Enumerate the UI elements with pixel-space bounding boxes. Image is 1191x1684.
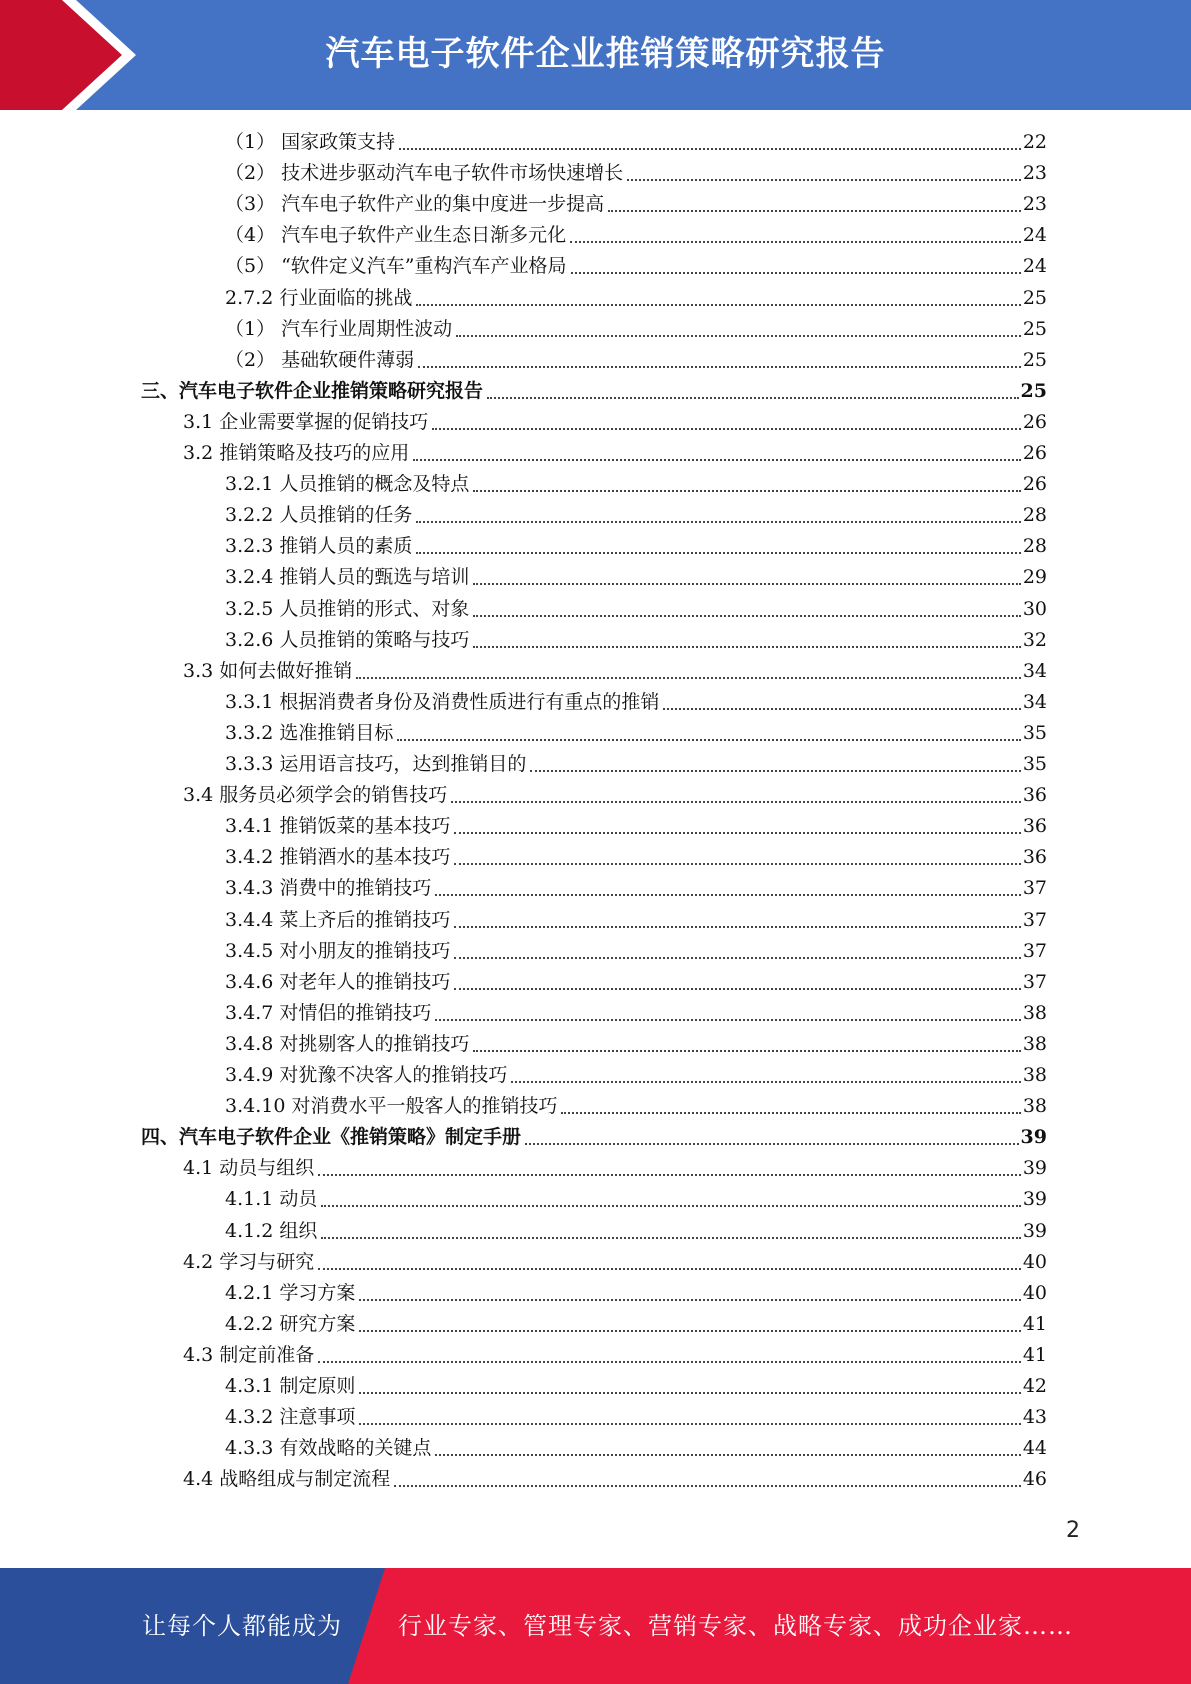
toc-entry-label: 三、汽车电子软件企业推销策略研究报告 [141, 380, 484, 402]
toc-entry-title [141, 376, 483, 407]
toc-entry-page: 32 [1022, 629, 1047, 651]
toc-entry-page: 34 [1022, 691, 1047, 713]
toc-entry-title [225, 873, 431, 904]
toc-dot-leader [318, 1267, 1021, 1270]
toc-entry-page: 30 [1022, 598, 1047, 620]
toc-entry-number: 3.1 [183, 411, 214, 433]
toc-dot-leader [359, 1298, 1020, 1301]
toc-entry[interactable] [225, 127, 1047, 158]
toc-dot-leader [570, 240, 1021, 243]
toc-entry-number: 3.4.9 [225, 1064, 274, 1086]
toc-entry-page: 38 [1022, 1002, 1047, 1024]
toc-dot-leader [627, 178, 1021, 181]
toc-entry-number: 4.2.2 [225, 1313, 274, 1335]
page-footer [0, 1568, 1191, 1684]
toc-dot-leader [318, 1173, 1021, 1176]
toc-entry-label: 推销人员的素质 [279, 535, 413, 557]
toc-entry-label: 推销策略及技巧的应用 [219, 442, 410, 464]
toc-entry-number: 3.2.2 [225, 504, 274, 526]
toc-entry-title [225, 811, 450, 842]
toc-dot-leader [525, 1142, 1019, 1145]
toc-entry-title [225, 1060, 507, 1091]
toc-entry-page: 25 [1020, 380, 1047, 402]
toc-entry-page: 22 [1022, 131, 1047, 153]
toc-entry-title [225, 936, 450, 967]
toc-entry-title [225, 1371, 355, 1402]
toc-entry-title [183, 1247, 314, 1278]
toc-entry-number: 3.3.3 [225, 753, 274, 775]
toc-dot-leader [454, 862, 1020, 865]
toc-dot-leader [663, 707, 1020, 710]
toc-entry-label: 技术进步驱动汽车电子软件市场快速增长 [281, 162, 624, 184]
toc-entry-label: 人员推销的概念及特点 [279, 473, 470, 495]
toc-entry-label: 汽车电子软件产业的集中度进一步提高 [281, 193, 605, 215]
toc-entry-page: 40 [1022, 1251, 1047, 1273]
toc-entry-number: 3.2 [183, 442, 214, 464]
toc-entry-title [225, 531, 412, 562]
toc-entry-number: 3.4.7 [225, 1002, 274, 1024]
toc-entry-number: 3.3.2 [225, 722, 274, 744]
toc-entry-number: （3） [225, 193, 276, 215]
toc-entry-label: 学习与研究 [219, 1251, 315, 1273]
toc-entry-page: 23 [1022, 193, 1047, 215]
toc-entry-label: 运用语言技巧，达到推销目的 [279, 753, 527, 775]
toc-dot-leader [487, 396, 1019, 399]
toc-entry-number: 4.4 [183, 1468, 214, 1490]
toc-entry-label: 对消费水平一般客人的推销技巧 [291, 1095, 558, 1117]
toc-entry[interactable] [183, 656, 1047, 687]
toc-entry-page: 28 [1022, 535, 1047, 557]
toc-entry-number: 4.3 [183, 1344, 214, 1366]
footer-slogan-right: 行业专家、管理专家、营销专家、战略专家、成功企业家…… [398, 1612, 1073, 1640]
toc-entry[interactable] [225, 562, 1047, 593]
toc-entry[interactable] [141, 1122, 1047, 1153]
toc-entry-page: 26 [1022, 411, 1047, 433]
toc-entry-page: 41 [1022, 1313, 1047, 1335]
toc-entry-title [183, 780, 447, 811]
toc-entry-page: 39 [1022, 1188, 1047, 1210]
toc-entry[interactable] [141, 376, 1047, 407]
toc-entry-number: 3.4.8 [225, 1033, 274, 1055]
toc-entry[interactable] [225, 189, 1047, 220]
toc-entry[interactable] [225, 220, 1047, 251]
toc-entry-page: 36 [1022, 784, 1047, 806]
toc-entry-title [225, 1402, 355, 1433]
toc-dot-leader [321, 1204, 1020, 1207]
toc-entry-label: 国家政策支持 [281, 131, 396, 153]
toc-entry-label: 动员与组织 [219, 1157, 315, 1179]
toc-entry-page: 38 [1022, 1064, 1047, 1086]
page-header [0, 0, 1191, 110]
toc-entry-page: 24 [1022, 224, 1047, 246]
toc-entry-page: 25 [1022, 318, 1047, 340]
toc-dot-leader [416, 303, 1020, 306]
toc-entry-label: 研究方案 [279, 1313, 356, 1335]
toc-entry-title [225, 314, 452, 345]
toc-entry-label: 菜上齐后的推销技巧 [279, 909, 451, 931]
toc-entry-number: 4.1.1 [225, 1188, 274, 1210]
toc-entry-number: 3.2.3 [225, 535, 274, 557]
toc-dot-leader [416, 520, 1020, 523]
toc-entry-label: 组织 [279, 1220, 318, 1242]
toc-entry[interactable] [225, 811, 1047, 842]
toc-entry-page: 29 [1022, 566, 1047, 588]
toc-entry-label: 行业面临的挑战 [279, 287, 413, 309]
toc-dot-leader [359, 1329, 1020, 1332]
toc-entry-page: 41 [1022, 1344, 1047, 1366]
toc-entry-title [183, 407, 428, 438]
toc-entry-page: 25 [1022, 287, 1047, 309]
toc-entry-number: 3.3.1 [225, 691, 274, 713]
toc-entry-label: 战略组成与制定流程 [219, 1468, 391, 1490]
toc-entry[interactable] [225, 1060, 1047, 1091]
toc-entry-label: 服务员必须学会的销售技巧 [219, 784, 448, 806]
toc-dot-leader [321, 1236, 1020, 1239]
toc-entry-number: 3.4.3 [225, 877, 274, 899]
toc-entry-number: （4） [225, 224, 276, 246]
toc-entry-title [225, 594, 469, 625]
toc-entry[interactable] [225, 873, 1047, 904]
toc-entry-title [225, 127, 395, 158]
toc-entry-label: 对犹豫不决客人的推销技巧 [279, 1064, 508, 1086]
toc-entry[interactable] [225, 1216, 1047, 1247]
toc-entry-page: 24 [1022, 255, 1047, 277]
toc-entry-title [225, 220, 566, 251]
toc-entry[interactable] [183, 1247, 1047, 1278]
toc-entry-number: 3.2.1 [225, 473, 274, 495]
toc-dot-leader [454, 956, 1020, 959]
toc-entry-label: 对情侣的推销技巧 [279, 1002, 432, 1024]
toc-entry-page: 37 [1022, 909, 1047, 931]
toc-entry-label: 消费中的推销技巧 [279, 877, 432, 899]
toc-entry[interactable] [225, 283, 1047, 314]
toc-dot-leader [435, 893, 1020, 896]
toc-entry-title [225, 1278, 355, 1309]
toc-entry-page: 34 [1022, 660, 1047, 682]
toc-dot-leader [530, 769, 1020, 772]
toc-dot-leader [318, 1360, 1021, 1363]
toc-dot-leader [473, 582, 1020, 585]
toc-entry-number: 4.2 [183, 1251, 214, 1273]
toc-entry-title [225, 718, 393, 749]
toc-entry[interactable] [225, 531, 1047, 562]
toc-entry[interactable] [183, 1464, 1047, 1495]
toc-entry-title [225, 1433, 431, 1464]
toc-entry-number: 3.3 [183, 660, 214, 682]
toc-entry-label: 推销人员的甄选与培训 [279, 566, 470, 588]
toc-entry-number: （5） [225, 255, 276, 277]
toc-entry-title [225, 283, 412, 314]
toc-entry-page: 40 [1022, 1282, 1047, 1304]
toc-entry-number: 4.3.2 [225, 1406, 274, 1428]
toc-entry-title [225, 345, 414, 376]
page-title: 汽车电子软件企业推销策略研究报告 [325, 34, 886, 74]
toc-entry-page: 38 [1022, 1095, 1047, 1117]
toc-entry[interactable] [225, 718, 1047, 749]
toc-entry[interactable] [225, 905, 1047, 936]
toc-entry[interactable] [225, 749, 1047, 780]
toc-entry-title [225, 1309, 355, 1340]
toc-dot-leader [473, 1049, 1020, 1052]
toc-entry-page: 37 [1022, 971, 1047, 993]
toc-dot-leader [418, 365, 1021, 368]
toc-entry-title [225, 1029, 469, 1060]
toc-entry-number: 3.4.6 [225, 971, 274, 993]
toc-dot-leader [454, 831, 1020, 834]
toc-entry-page: 35 [1022, 753, 1047, 775]
toc-dot-leader [435, 1018, 1020, 1021]
toc-entry-number: 3.4.4 [225, 909, 274, 931]
toc-entry-label: 学习方案 [279, 1282, 356, 1304]
toc-entry[interactable] [225, 158, 1047, 189]
toc-entry[interactable] [225, 314, 1047, 345]
toc-entry-label: 企业需要掌握的促销技巧 [219, 411, 429, 433]
toc-entry-number: 4.3.3 [225, 1437, 274, 1459]
toc-entry-number: （1） [225, 131, 276, 153]
toc-entry-number: 3.4.1 [225, 815, 274, 837]
toc-entry-number: 4.3.1 [225, 1375, 274, 1397]
toc-entry-title [225, 687, 659, 718]
toc-entry[interactable] [225, 251, 1047, 282]
toc-entry-title [225, 158, 623, 189]
toc-entry[interactable] [225, 1433, 1047, 1464]
toc-entry-label: 推销饭菜的基本技巧 [279, 815, 451, 837]
toc-entry-page: 44 [1022, 1437, 1047, 1459]
toc-dot-leader [511, 1080, 1020, 1083]
toc-entry-title [225, 500, 412, 531]
toc-entry-label: 人员推销的任务 [279, 504, 413, 526]
toc-dot-leader [399, 147, 1021, 150]
toc-entry-title [225, 251, 567, 282]
toc-entry-label: 如何去做好推销 [219, 660, 353, 682]
toc-entry-label: 有效战略的关键点 [279, 1437, 432, 1459]
toc-dot-leader [454, 987, 1020, 990]
toc-entry-page: 46 [1022, 1468, 1047, 1490]
toc-dot-leader [359, 1422, 1020, 1425]
toc-entry[interactable] [225, 1184, 1047, 1215]
toc-entry[interactable] [225, 1091, 1047, 1122]
page-number: 2 [1066, 1518, 1080, 1543]
toc-entry-number: 3.2.6 [225, 629, 274, 651]
toc-entry-title [225, 1184, 317, 1215]
toc-entry[interactable] [225, 687, 1047, 718]
toc-dot-leader [356, 676, 1021, 679]
toc-entry-number: 2.7.2 [225, 287, 274, 309]
toc-entry-number: 3.4.10 [225, 1095, 286, 1117]
toc-entry-page: 43 [1022, 1406, 1047, 1428]
toc-dot-leader [608, 209, 1021, 212]
toc-entry-page: 26 [1022, 473, 1047, 495]
toc-entry[interactable] [225, 967, 1047, 998]
toc-entry-page: 39 [1022, 1220, 1047, 1242]
toc-entry-number: （2） [225, 349, 276, 371]
toc-entry-label: 汽车行业周期性波动 [281, 318, 453, 340]
toc-entry-page: 42 [1022, 1375, 1047, 1397]
toc-entry[interactable] [225, 345, 1047, 376]
toc-entry[interactable] [225, 1402, 1047, 1433]
toc-entry-label: 选准推销目标 [279, 722, 394, 744]
toc-entry[interactable] [225, 1309, 1047, 1340]
toc-entry[interactable] [225, 842, 1047, 873]
toc-dot-leader [435, 1453, 1020, 1456]
toc-dot-leader [473, 614, 1020, 617]
toc-entry[interactable] [183, 407, 1047, 438]
toc-entry[interactable] [225, 625, 1047, 656]
toc-entry-number: （1） [225, 318, 276, 340]
toc-entry-page: 36 [1022, 846, 1047, 868]
toc-dot-leader [454, 925, 1020, 928]
toc-entry-label: 动员 [279, 1188, 318, 1210]
toc-entry-page: 39 [1022, 1157, 1047, 1179]
toc-entry-page: 26 [1022, 442, 1047, 464]
toc-entry-title [225, 1091, 557, 1122]
toc-entry-number: 3.2.4 [225, 566, 274, 588]
toc-entry-page: 36 [1022, 815, 1047, 837]
toc-entry-title [225, 842, 450, 873]
toc-entry-title [225, 625, 469, 656]
toc-dot-leader [561, 1111, 1020, 1114]
toc-entry[interactable] [183, 780, 1047, 811]
toc-entry-number: （2） [225, 162, 276, 184]
toc-dot-leader [413, 458, 1021, 461]
toc-entry-label: 推销酒水的基本技巧 [279, 846, 451, 868]
toc-entry-title [225, 749, 526, 780]
footer-slogan-left: 让每个人都能成为 [142, 1612, 342, 1640]
toc-entry-title [141, 1122, 521, 1153]
toc-entry-label: 四、汽车电子软件企业《推销策略》制定手册 [141, 1126, 522, 1148]
toc-entry[interactable] [225, 1278, 1047, 1309]
toc-entry-page: 39 [1020, 1126, 1047, 1148]
toc-entry-page: 28 [1022, 504, 1047, 526]
toc-entry-title [225, 998, 431, 1029]
toc-entry[interactable] [225, 594, 1047, 625]
toc-entry-label: 人员推销的形式、对象 [279, 598, 470, 620]
toc-dot-leader [416, 551, 1020, 554]
toc-entry-title [183, 1464, 390, 1495]
toc-entry-number: 3.2.5 [225, 598, 274, 620]
toc-dot-leader [397, 738, 1020, 741]
toc-entry-label: 基础软硬件薄弱 [281, 349, 415, 371]
toc-entry[interactable] [225, 500, 1047, 531]
toc-entry-title [183, 438, 409, 469]
toc-entry-page: 38 [1022, 1033, 1047, 1055]
toc-entry-title [225, 469, 469, 500]
toc-dot-leader [394, 1484, 1021, 1487]
toc-entry-title [225, 905, 450, 936]
toc-entry[interactable] [225, 936, 1047, 967]
toc-entry-label: 根据消费者身份及消费性质进行有重点的推销 [279, 691, 660, 713]
toc-entry-page: 25 [1022, 349, 1047, 371]
toc-entry-page: 35 [1022, 722, 1047, 744]
toc-entry-label: “软件定义汽车”重构汽车产业格局 [281, 255, 567, 277]
toc-dot-leader [473, 489, 1020, 492]
toc-entry-title [183, 1340, 314, 1371]
toc-entry[interactable] [183, 438, 1047, 469]
toc-dot-leader [473, 645, 1020, 648]
toc-entry-number: 3.4.2 [225, 846, 274, 868]
toc-entry-label: 对小朋友的推销技巧 [279, 940, 451, 962]
toc-dot-leader [359, 1391, 1020, 1394]
toc-entry-title [183, 656, 352, 687]
toc-entry-label: 制定前准备 [219, 1344, 315, 1366]
toc-dot-leader [432, 427, 1021, 430]
toc-entry-label: 制定原则 [279, 1375, 356, 1397]
toc-entry[interactable] [225, 469, 1047, 500]
toc-entry[interactable] [225, 998, 1047, 1029]
toc-entry[interactable] [225, 1029, 1047, 1060]
toc-entry-title [225, 189, 604, 220]
toc-dot-leader [451, 800, 1021, 803]
toc-entry-title [225, 1216, 317, 1247]
toc-entry-title [225, 967, 450, 998]
toc-entry-label: 对挑剔客人的推销技巧 [279, 1033, 470, 1055]
toc-entry-page: 37 [1022, 940, 1047, 962]
toc-entry[interactable] [183, 1153, 1047, 1184]
toc-entry-label: 人员推销的策略与技巧 [279, 629, 470, 651]
toc-entry-page: 23 [1022, 162, 1047, 184]
toc-entry-label: 汽车电子软件产业生态日渐多元化 [281, 224, 567, 246]
toc-entry-page: 37 [1022, 877, 1047, 899]
toc-entry-number: 3.4.5 [225, 940, 274, 962]
toc-dot-leader [456, 334, 1021, 337]
toc-dot-leader [571, 271, 1021, 274]
toc-entry-title [225, 562, 469, 593]
toc-entry-label: 对老年人的推销技巧 [279, 971, 451, 993]
toc-entry-number: 4.1.2 [225, 1220, 274, 1242]
toc-entry[interactable] [225, 1371, 1047, 1402]
toc-entry-label: 注意事项 [279, 1406, 356, 1428]
toc-entry-number: 4.1 [183, 1157, 214, 1179]
toc-entry-title [183, 1153, 314, 1184]
toc-entry[interactable] [183, 1340, 1047, 1371]
toc-entry-number: 4.2.1 [225, 1282, 274, 1304]
toc-entry-number: 3.4 [183, 784, 214, 806]
